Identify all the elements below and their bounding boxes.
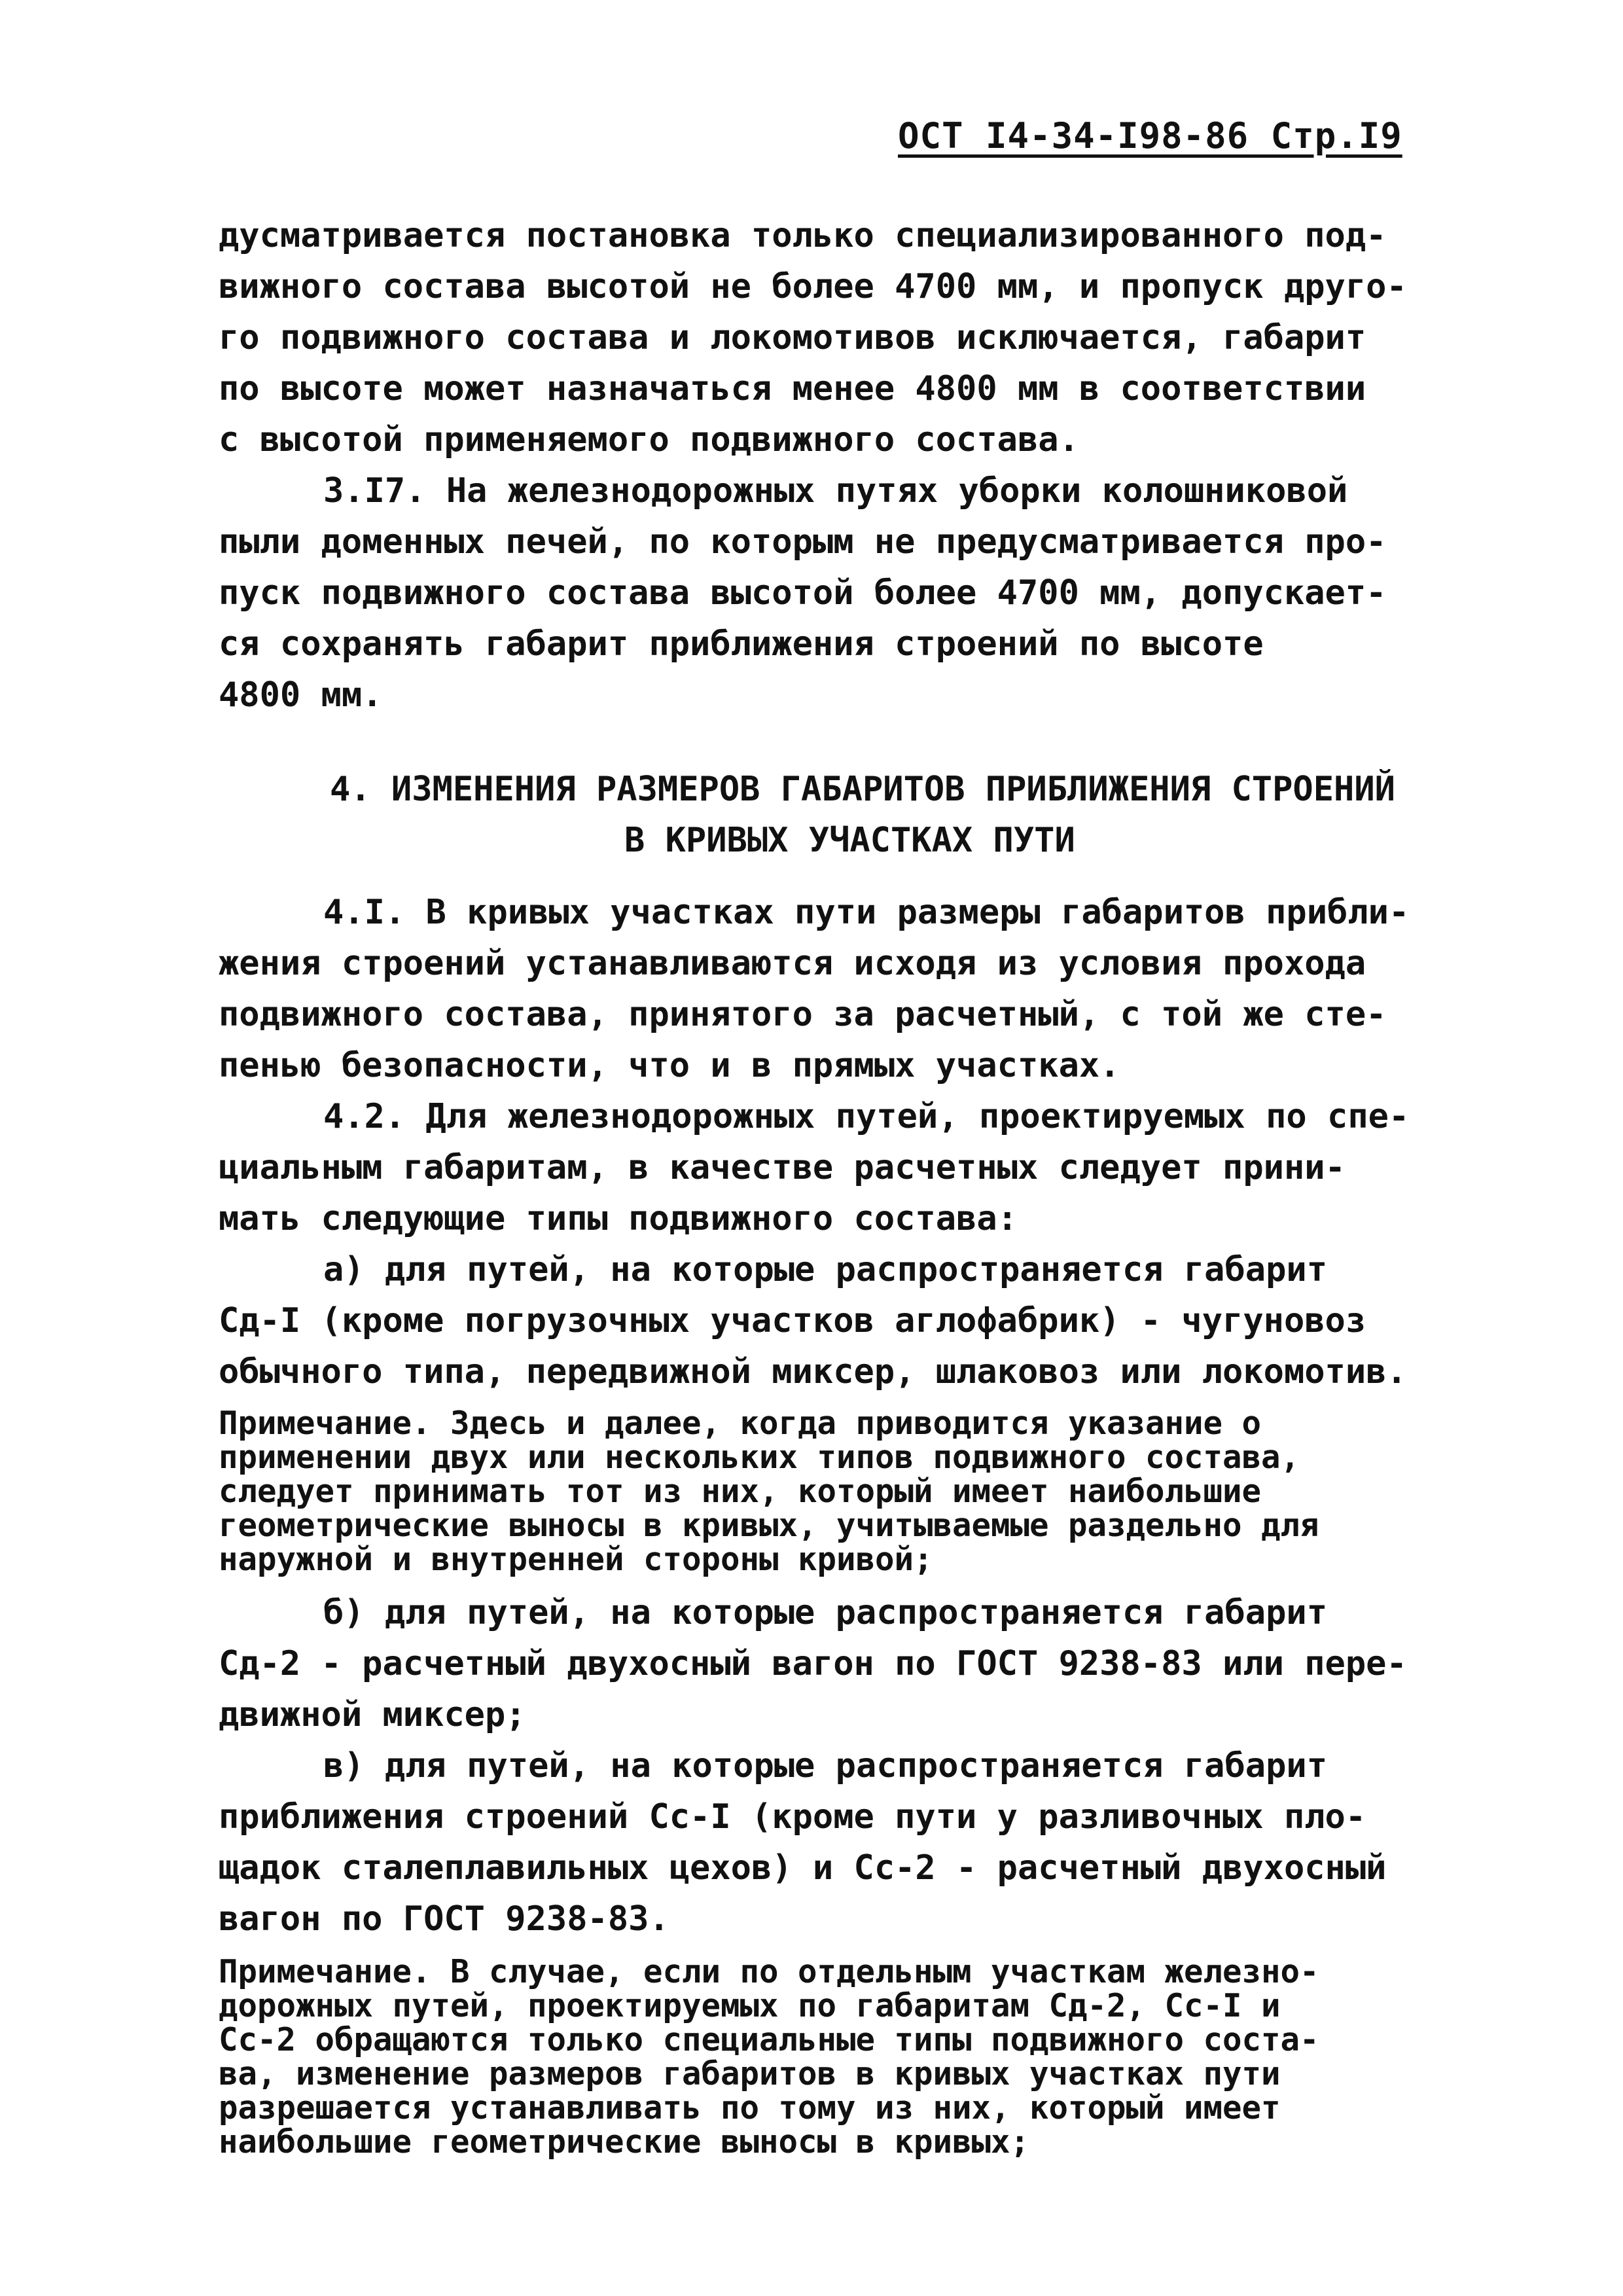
- text-line: по высоте может назначаться менее 4800 мм в соответствии: [219, 369, 1366, 408]
- note-line: следует принимать тот из них, который имеет наибольшие: [219, 1473, 1262, 1510]
- text-line: движной миксер;: [219, 1695, 526, 1734]
- text-line: пыли доменных печей, по которым не предусматривается про-: [219, 522, 1387, 562]
- text-line: ся сохранять габарит приближения строений по высоте: [219, 624, 1264, 664]
- text-line: го подвижного состава и локомотивов исключается, габарит: [219, 318, 1366, 357]
- text-line: обычного типа, передвижной миксер, шлаковоз или локомотив.: [219, 1352, 1407, 1391]
- note-line: Сс-2 обращаются только специальные типы подвижного соста-: [219, 2021, 1319, 2058]
- text-line: 4800 мм.: [219, 675, 383, 715]
- text-line: вижного состава высотой не более 4700 мм, и пропуск друго-: [219, 267, 1407, 306]
- note-line: наружной и внутренней стороны кривой;: [219, 1541, 933, 1578]
- note-line: Примечание. Здесь и далее, когда приводится указание о: [219, 1405, 1262, 1442]
- text-line: жения строений устанавливаются исходя из условия прохода: [219, 944, 1366, 983]
- text-line: с высотой применяемого подвижного состава.: [219, 420, 1079, 459]
- text-line: Сд-2 - расчетный двухосный вагон по ГОСТ 9238-83 или пере-: [219, 1644, 1407, 1683]
- note-line: геометрические выносы в кривых, учитываемые раздельно для: [219, 1507, 1319, 1544]
- note-line: ва, изменение размеров габаритов в кривых участках пути: [219, 2055, 1281, 2092]
- text-line: 4.2. Для железнодорожных путей, проектируемых по спе-: [323, 1097, 1410, 1136]
- page-header: ОСТ I4-34-I98-86 Стр.I9: [898, 115, 1402, 156]
- text-line: в) для путей, на которые распространяется габарит: [323, 1746, 1328, 1785]
- note-line: дорожных путей, проектируемых по габаритам Сд-2, Сс-I и: [219, 1987, 1281, 2024]
- text-line: дусматривается постановка только специализированного под-: [219, 216, 1387, 255]
- text-line: подвижного состава, принятого за расчетный, с той же сте-: [219, 995, 1387, 1034]
- note-line: разрешается устанавливать по тому из них, который имеет: [219, 2089, 1281, 2126]
- text-line: 3.I7. На железнодорожных путях уборки колошниковой: [323, 471, 1348, 511]
- note-line: применении двух или нескольких типов подвижного состава,: [219, 1439, 1300, 1476]
- text-line: циальным габаритам, в качестве расчетных следует прини-: [219, 1148, 1346, 1187]
- text-line: 4.I. В кривых участках пути размеры габаритов прибли-: [323, 893, 1410, 932]
- text-line: б) для путей, на которые распространяется габарит: [323, 1593, 1328, 1632]
- text-line: приближения строений Сс-I (кроме пути у разливочных пло-: [219, 1797, 1366, 1837]
- text-line: Сд-I (кроме погрузочных участков аглофабрик) - чугуновоз: [219, 1301, 1366, 1340]
- section-heading: 4. ИЗМЕНЕНИЯ РАЗМЕРОВ ГАБАРИТОВ ПРИБЛИЖЕНИЯ СТРОЕНИЙ: [330, 770, 1395, 809]
- text-line: мать следующие типы подвижного состава:: [219, 1199, 1018, 1238]
- note-line: наибольшие геометрические выносы в кривых;: [219, 2123, 1030, 2161]
- text-line: вагон по ГОСТ 9238-83.: [219, 1899, 669, 1939]
- section-heading: В КРИВЫХ УЧАСТКАХ ПУТИ: [624, 821, 1075, 860]
- text-line: а) для путей, на которые распространяется габарит: [323, 1250, 1328, 1289]
- text-line: пуск подвижного состава высотой более 4700 мм, допускает-: [219, 573, 1387, 613]
- note-line: Примечание. В случае, если по отдельным участкам железно-: [219, 1953, 1319, 1990]
- text-line: пенью безопасности, что и в прямых участках.: [219, 1046, 1120, 1085]
- text-line: щадок сталеплавильных цехов) и Сс-2 - расчетный двухосный: [219, 1848, 1387, 1888]
